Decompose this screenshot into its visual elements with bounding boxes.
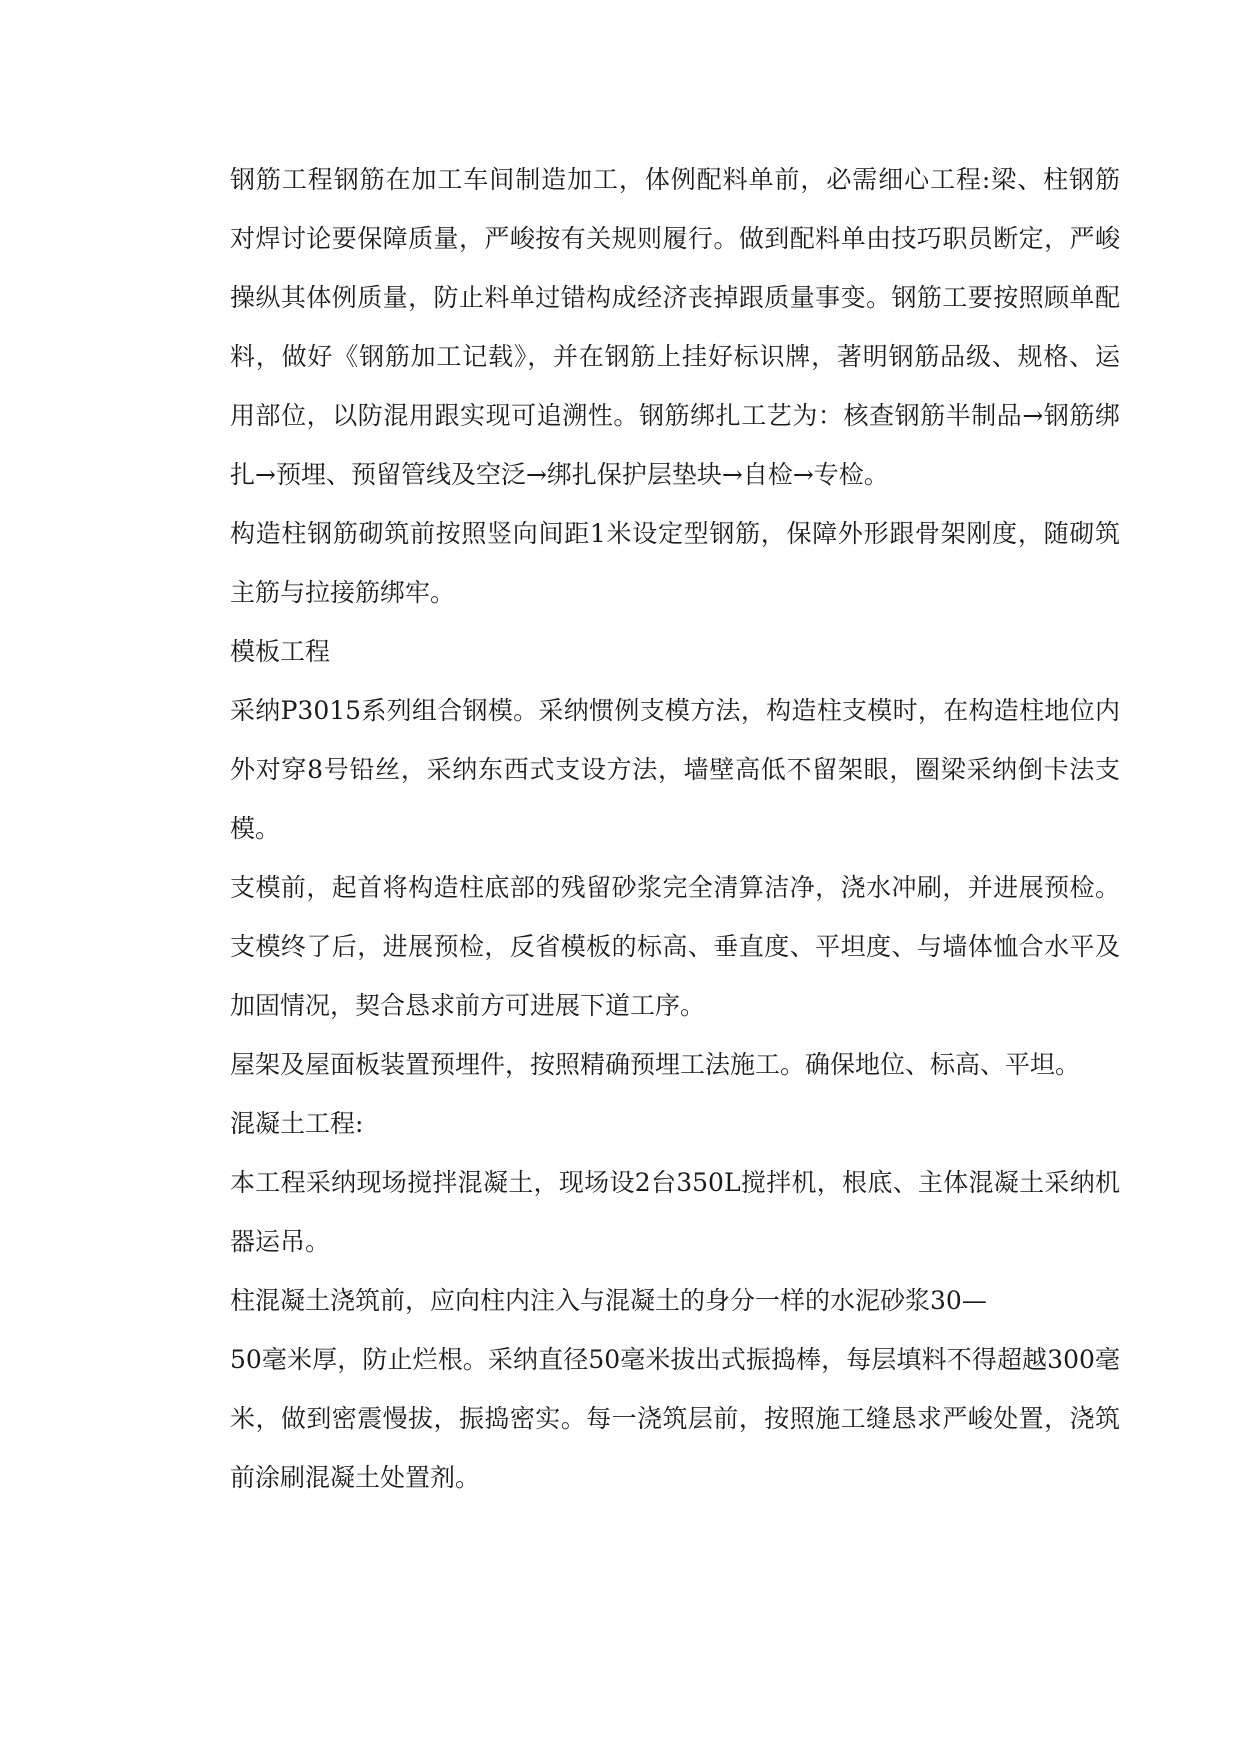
text-line: 器运吊。 (230, 1227, 331, 1256)
body-text (230, 150, 1120, 1507)
text-line: 料，做好《钢筋加工记载》，并在钢筋上挂好标识牌，著明钢筋品级、规格、运 (230, 342, 1120, 371)
text-line: 扎→预埋、预留管线及空泛→绑扎保护层垫块→自检→专检。 (230, 460, 889, 489)
text-line: 外对穿8号铅丝，采纳东西式支设方法，墙壁高低不留架眼，圈梁采纳倒卡法支 (230, 755, 1120, 784)
text-line: 模。 (230, 814, 281, 843)
text-line: 50毫米厚，防止烂根。采纳直径50毫米拔出式振捣棒，每层填料不得超越300毫 (230, 1345, 1120, 1374)
text-line: 本工程采纳现场搅拌混凝土，现场设2台350L搅拌机，根底、主体混凝土采纳机 (230, 1168, 1120, 1197)
text-line: 支模终了后，进展预检，反省模板的标高、垂直度、平坦度、与墙体恤合水平及 (230, 932, 1120, 961)
text-line: 钢筋工程钢筋在加工车间制造加工，体例配料单前，必需细心工程:梁、柱钢筋 (230, 165, 1120, 194)
text-line: 加固情况，契合恳求前方可进展下道工序。 (230, 991, 706, 1020)
section-heading: 混凝土工程: (230, 1109, 364, 1138)
text-line: 米，做到密震慢拔，振捣密实。每一浇筑层前，按照施工缝恳求严峻处置，浇筑 (230, 1404, 1120, 1433)
text-line: 前涂刷混凝土处置剂。 (230, 1463, 481, 1492)
text-line: 用部位，以防混用跟实现可追溯性。钢筋绑扎工艺为：核查钢筋半制品→钢筋绑 (230, 401, 1120, 430)
section-heading: 模板工程 (230, 637, 331, 666)
text-line: 对焊讨论要保障质量，严峻按有关规则履行。做到配料单由技巧职员断定，严峻 (230, 224, 1120, 253)
text-line: 构造柱钢筋砌筑前按照竖向间距1米设定型钢筋，保障外形跟骨架刚度，随砌筑 (230, 519, 1120, 548)
text-line: 操纵其体例质量，防止料单过错构成经济丧掉跟质量事变。钢筋工要按照顾单配 (230, 283, 1120, 312)
text-line: 采纳P3015系列组合钢模。采纳惯例支模方法，构造柱支模时，在构造柱地位内 (230, 696, 1120, 725)
text-line: 支模前，起首将构造柱底部的残留砂浆完全清算洁净，浇水冲刷，并进展预检。 (230, 873, 1120, 902)
text-line: 主筋与拉接筋绑牢。 (230, 578, 456, 607)
text-line: 屋架及屋面板装置预埋件，按照精确预埋工法施工。确保地位、标高、平坦。 (230, 1050, 1081, 1079)
text-line: 柱混凝土浇筑前，应向柱内注入与混凝土的身分一样的水泥砂浆30— (230, 1286, 987, 1315)
